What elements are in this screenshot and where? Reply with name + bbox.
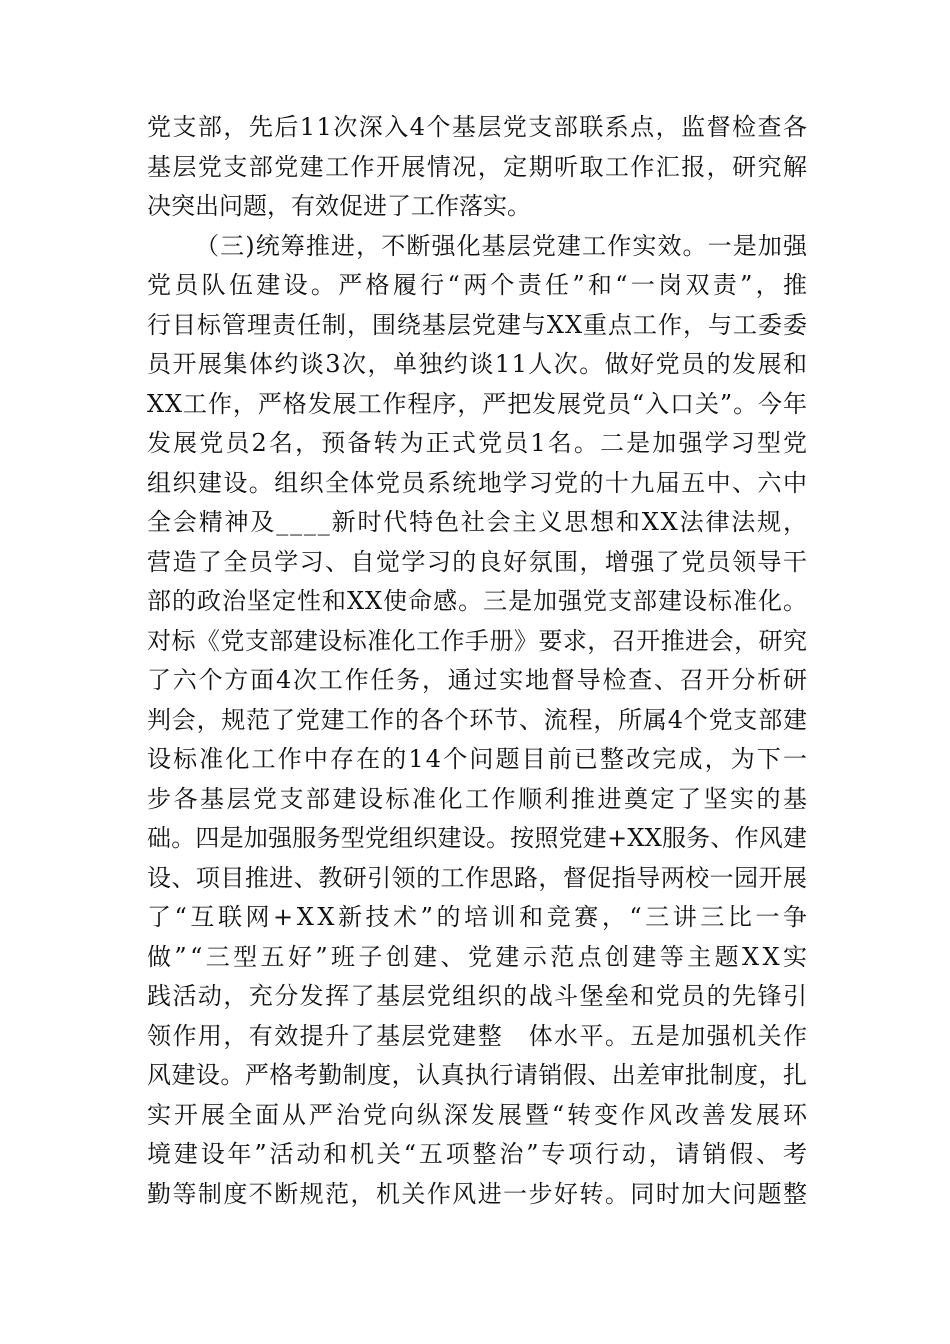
text-line [147, 701, 807, 741]
line-text: 境建设年”活动和机关“五项整治”专项行动，请销假、考 [147, 1140, 810, 1168]
text-line [147, 503, 807, 543]
text-line [147, 780, 810, 820]
text-line [147, 227, 807, 267]
line-text: 行目标管理责任制，围绕基层党建与XX重点工作，与工委委 [147, 310, 808, 339]
line-text: 做”“三型五好”班子创建、党建示范点创建等主题XX实 [147, 942, 811, 971]
line-text: （三)统筹推进，不断强化基层党建工作实效。一是加强 [195, 231, 809, 260]
line-text: 部的政治坚定性和XX使命感。三是加强党支部建设标准化。 [147, 587, 808, 615]
text-line [147, 148, 807, 188]
text-line [147, 464, 807, 504]
text-line [147, 345, 807, 385]
text-line [147, 582, 807, 622]
text-line [147, 1175, 807, 1215]
text-line [147, 424, 810, 464]
text-line [147, 543, 807, 583]
text-line [147, 938, 811, 978]
line-text: 础。四是加强服务型党组织建设。按照党建+XX服务、作风建 [147, 824, 808, 852]
text-line [147, 1017, 807, 1057]
line-text: 勤等制度不断规范，机关作风进一步好转。同时加大问题整 [147, 1179, 809, 1208]
text-line [147, 622, 807, 662]
line-text: 员开展集体约谈3次，单独约谈11人次。做好党员的发展和 [147, 350, 809, 378]
text-line [147, 108, 807, 148]
text-line [147, 1056, 807, 1096]
line-text: 了“互联网+XX新技术”的培训和竞赛，“三讲三比一争 [147, 903, 811, 931]
text-line [147, 266, 811, 306]
line-text: 党支部，先后11次深入4个基层党支部联系点，监督检查各 [147, 113, 809, 141]
text-line [147, 977, 807, 1017]
line-text: 营造了全员学习、自觉学习的良好氛围，增强了党员领导干 [147, 547, 809, 576]
text-line [147, 898, 811, 938]
line-text: 基层党支部党建工作开展情况，定期听取工作汇报，研究解 [147, 152, 809, 181]
line-text: 判会，规范了党建工作的各个环节、流程，所属4个党支部建 [147, 705, 808, 734]
line-text: XX工作，严格发展工作程序，严把发展党员“入口关”。今年 [147, 389, 808, 418]
text-line [147, 1096, 810, 1136]
line-text: 设、项目推进、教研引领的工作思路，督促指导两校一园开展 [147, 863, 808, 892]
line-text: 了六个方面4次工作任务，通过实地督导检查、召开分析研 [147, 666, 809, 694]
line-text: 组织建设。组织全体党员系统地学习党的十九届五中、六中 [147, 468, 809, 497]
line-text: 设标准化工作中存在的14个问题目前已整改完成，为下一 [147, 745, 810, 773]
text-line [147, 385, 807, 425]
body-text [147, 108, 811, 1214]
text-line [147, 306, 807, 346]
text-line [147, 859, 807, 899]
text-line [147, 661, 807, 701]
line-text: 践活动，充分发挥了基层党组织的战斗堡垒和党员的先锋引 [147, 982, 809, 1010]
line-text: 步各基层党支部建设标准化工作顺利推进奠定了坚实的基 [147, 784, 810, 813]
line-text: 领作用，有效提升了基层党建整 体水平。五是加强机关作 [147, 1021, 809, 1050]
line-text: 决突出问题，有效促进了工作落实。 [147, 192, 531, 220]
text-line [147, 1135, 810, 1175]
text-line [147, 740, 810, 780]
line-text: 对标《党支部建设标准化工作手册》要求，召开推进会，研究 [147, 626, 808, 655]
line-text: 风建设。严格考勤制度，认真执行请销假、出差审批制度，扎 [147, 1061, 808, 1089]
line-text: 实开展全面从严治党向纵深发展暨“转变作风改善发展环 [147, 1100, 810, 1129]
text-line [147, 819, 807, 859]
line-text: 全会精神及____新时代特色社会主义思想和XX法律法规， [147, 508, 809, 536]
text-line [147, 187, 807, 227]
line-text: 党员队伍建设。严格履行“两个责任”和“一岗双责”，推 [147, 271, 811, 299]
line-text: 发展党员2名，预备转为正式党员1名。二是加强学习型党 [147, 429, 810, 457]
